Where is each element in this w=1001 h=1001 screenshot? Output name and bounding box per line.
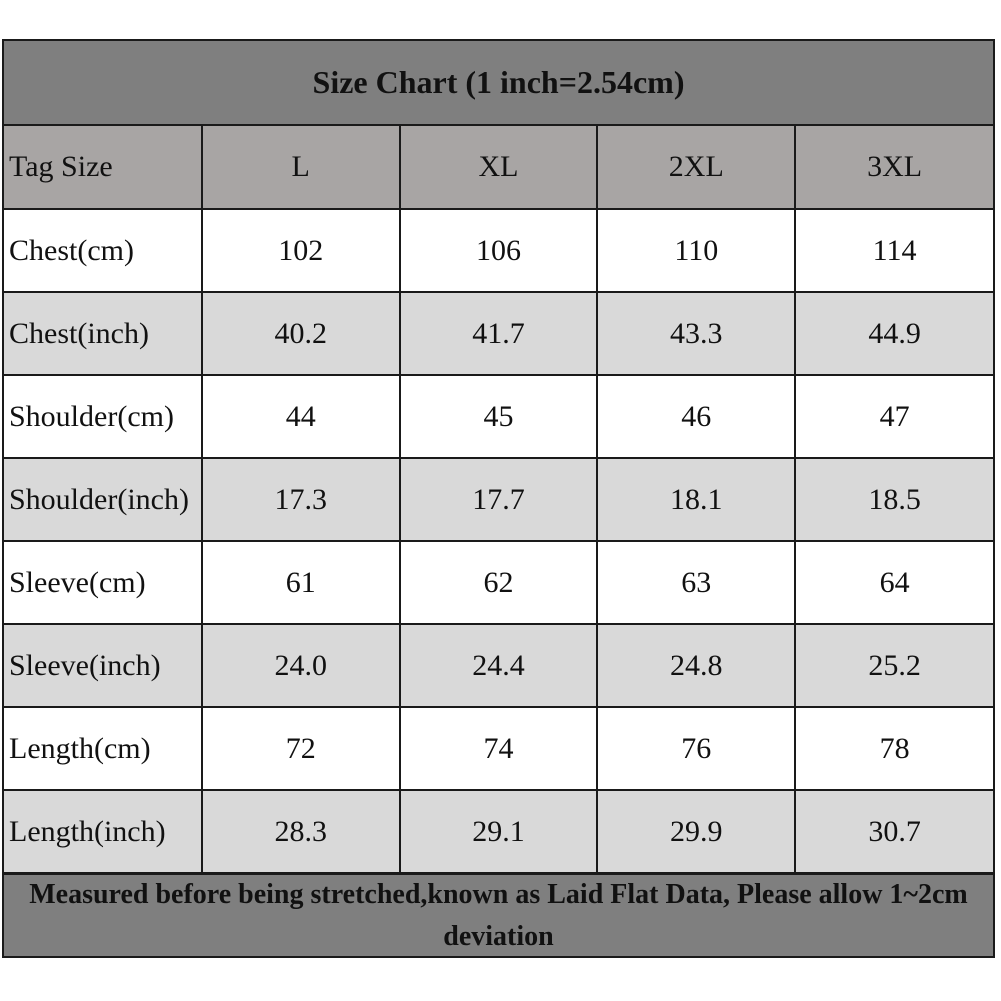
table-cell: 17.7 [400,458,598,541]
table-header-row [4,126,993,209]
table-cell: 18.5 [795,458,993,541]
header-cell: 3XL [795,126,993,209]
table-cell: 44.9 [795,292,993,375]
table-row [4,209,993,292]
table-cell: 47 [795,375,993,458]
table-cell: 44 [202,375,400,458]
row-label: Sleeve(cm) [4,541,202,624]
table-cell: 78 [795,707,993,790]
table-row [4,541,993,624]
table-cell: 28.3 [202,790,400,873]
table-cell: 43.3 [597,292,795,375]
table-cell: 40.2 [202,292,400,375]
table-cell: 74 [400,707,598,790]
table-cell: 63 [597,541,795,624]
table-cell: 24.8 [597,624,795,707]
row-label: Shoulder(inch) [4,458,202,541]
row-label: Shoulder(cm) [4,375,202,458]
table-cell: 29.1 [400,790,598,873]
row-label: Sleeve(inch) [4,624,202,707]
table-cell: 110 [597,209,795,292]
table-cell: 24.0 [202,624,400,707]
table-cell: 45 [400,375,598,458]
table-row [4,375,993,458]
table-cell: 29.9 [597,790,795,873]
row-label: Chest(cm) [4,209,202,292]
table-cell: 17.3 [202,458,400,541]
deviation-note: Measured before being stretched,known as Laid Flat Data, Please allow 1~2cm deviation [4,873,993,956]
table-cell: 41.7 [400,292,598,375]
table-cell: 25.2 [795,624,993,707]
table-row [4,624,993,707]
table-cell: 102 [202,209,400,292]
table-cell: 30.7 [795,790,993,873]
size-chart [2,39,995,958]
table-cell: 18.1 [597,458,795,541]
row-label: Length(inch) [4,790,202,873]
chart-title: Size Chart (1 inch=2.54cm) [4,41,993,126]
header-cell: 2XL [597,126,795,209]
table-cell: 72 [202,707,400,790]
table-cell: 114 [795,209,993,292]
table-cell: 106 [400,209,598,292]
table-row [4,790,993,873]
table-cell: 46 [597,375,795,458]
table-cell: 76 [597,707,795,790]
table-cell: 64 [795,541,993,624]
table-row [4,458,993,541]
table-cell: 62 [400,541,598,624]
header-cell: L [202,126,400,209]
table-cell: 24.4 [400,624,598,707]
row-label: Length(cm) [4,707,202,790]
row-label: Chest(inch) [4,292,202,375]
header-cell: XL [400,126,598,209]
table-row [4,707,993,790]
table-row [4,292,993,375]
size-table [4,126,993,874]
table-cell: 61 [202,541,400,624]
header-cell: Tag Size [4,126,202,209]
